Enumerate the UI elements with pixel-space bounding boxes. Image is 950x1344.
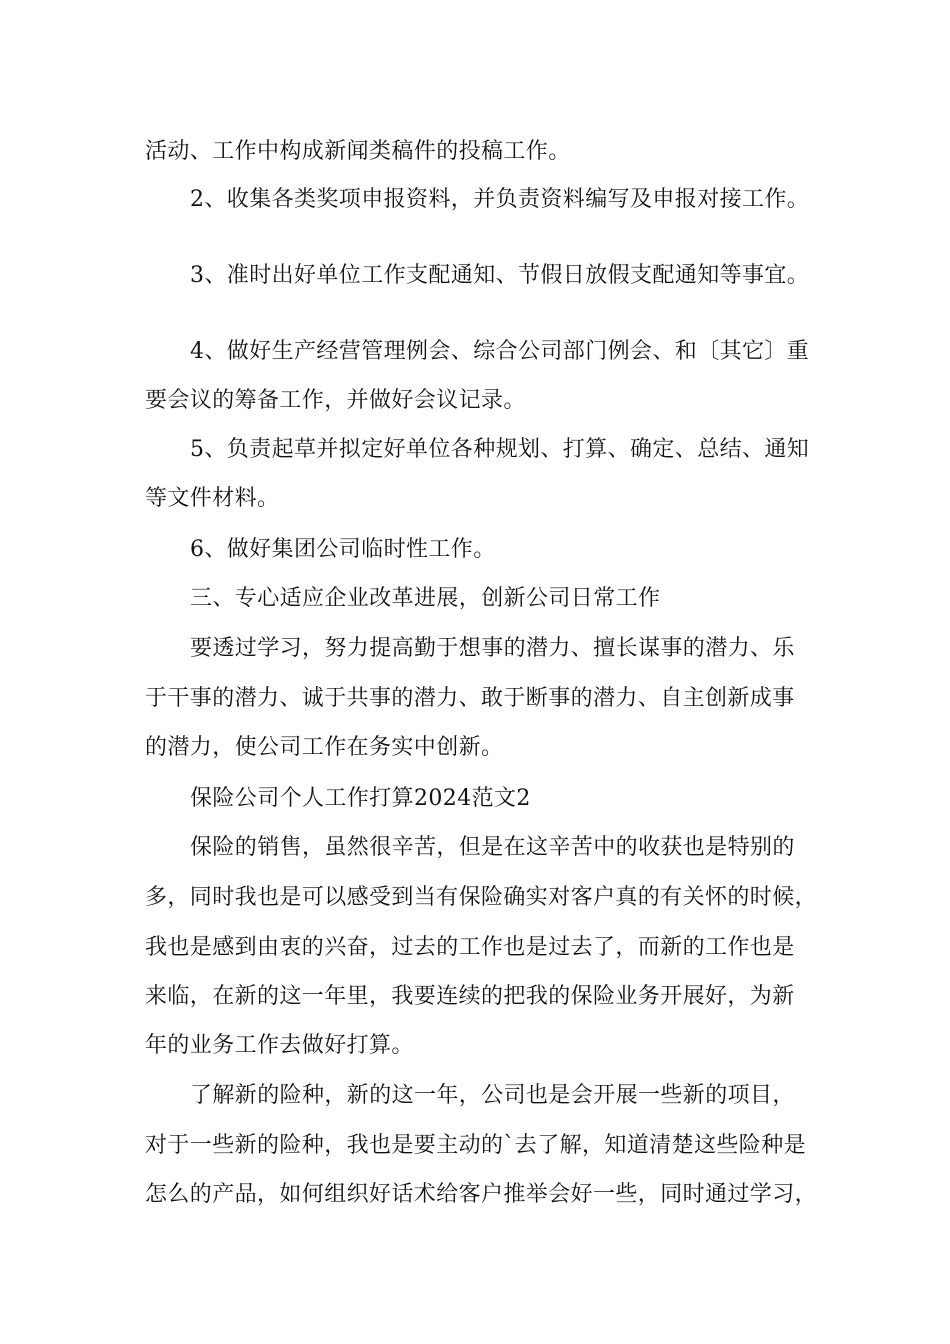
- text-line: 3、准时出好单位工作支配通知、节假日放假支配通知等事宜。: [190, 263, 810, 288]
- article-title: 保险公司个人工作打算2024范文2: [190, 786, 531, 811]
- text-line: 等文件材料。: [145, 486, 280, 511]
- text-line: 保险的销售，虽然很辛苦，但是在这辛苦中的收获也是特别的: [190, 835, 795, 860]
- text-line: 对于一些新的险种，我也是要主动的`去了解，知道清楚这些险种是: [145, 1133, 807, 1158]
- text-line: 活动、工作中构成新闻类稿件的投稿工作。: [145, 139, 571, 164]
- text-line: 要透过学习，努力提高勤于想事的潜力、擅长谋事的潜力、乐: [190, 636, 795, 661]
- section-heading: 三、专心适应企业改革进展，创新公司日常工作: [190, 586, 661, 611]
- text-line: 我也是感到由衷的兴奋，过去的工作也是过去了，而新的工作也是: [145, 935, 795, 960]
- text-line: 4、做好生产经营管理例会、综合公司部门例会、和〔其它〕重: [190, 339, 810, 364]
- text-line: 要会议的筹备工作，并做好会议记录。: [145, 388, 526, 413]
- text-line: 5、负责起草并拟定好单位各种规划、打算、确定、总结、通知: [190, 437, 810, 462]
- text-line: 的潜力，使公司工作在务实中创新。: [145, 735, 504, 760]
- text-line: 来临，在新的这一年里，我要连续的把我的保险业务开展好，为新: [145, 984, 795, 1009]
- text-line: 了解新的险种，新的这一年，公司也是会开展一些新的项目，: [190, 1083, 795, 1108]
- text-line: 于干事的潜力、诚于共事的潜力、敢于断事的潜力、自主创新成事: [145, 686, 795, 711]
- text-line: 怎么的产品，如何组织好话术给客户推举会好一些，同时通过学习，: [145, 1182, 818, 1207]
- text-line: 年的业务工作去做好打算。: [145, 1033, 414, 1058]
- text-line: 6、做好集团公司临时性工作。: [190, 537, 496, 562]
- text-line: 2、收集各类奖项申报资料，并负责资料编写及申报对接工作。: [190, 187, 810, 212]
- text-line: 多，同时我也是可以感受到当有保险确实对客户真的有关怀的时候，: [145, 885, 818, 910]
